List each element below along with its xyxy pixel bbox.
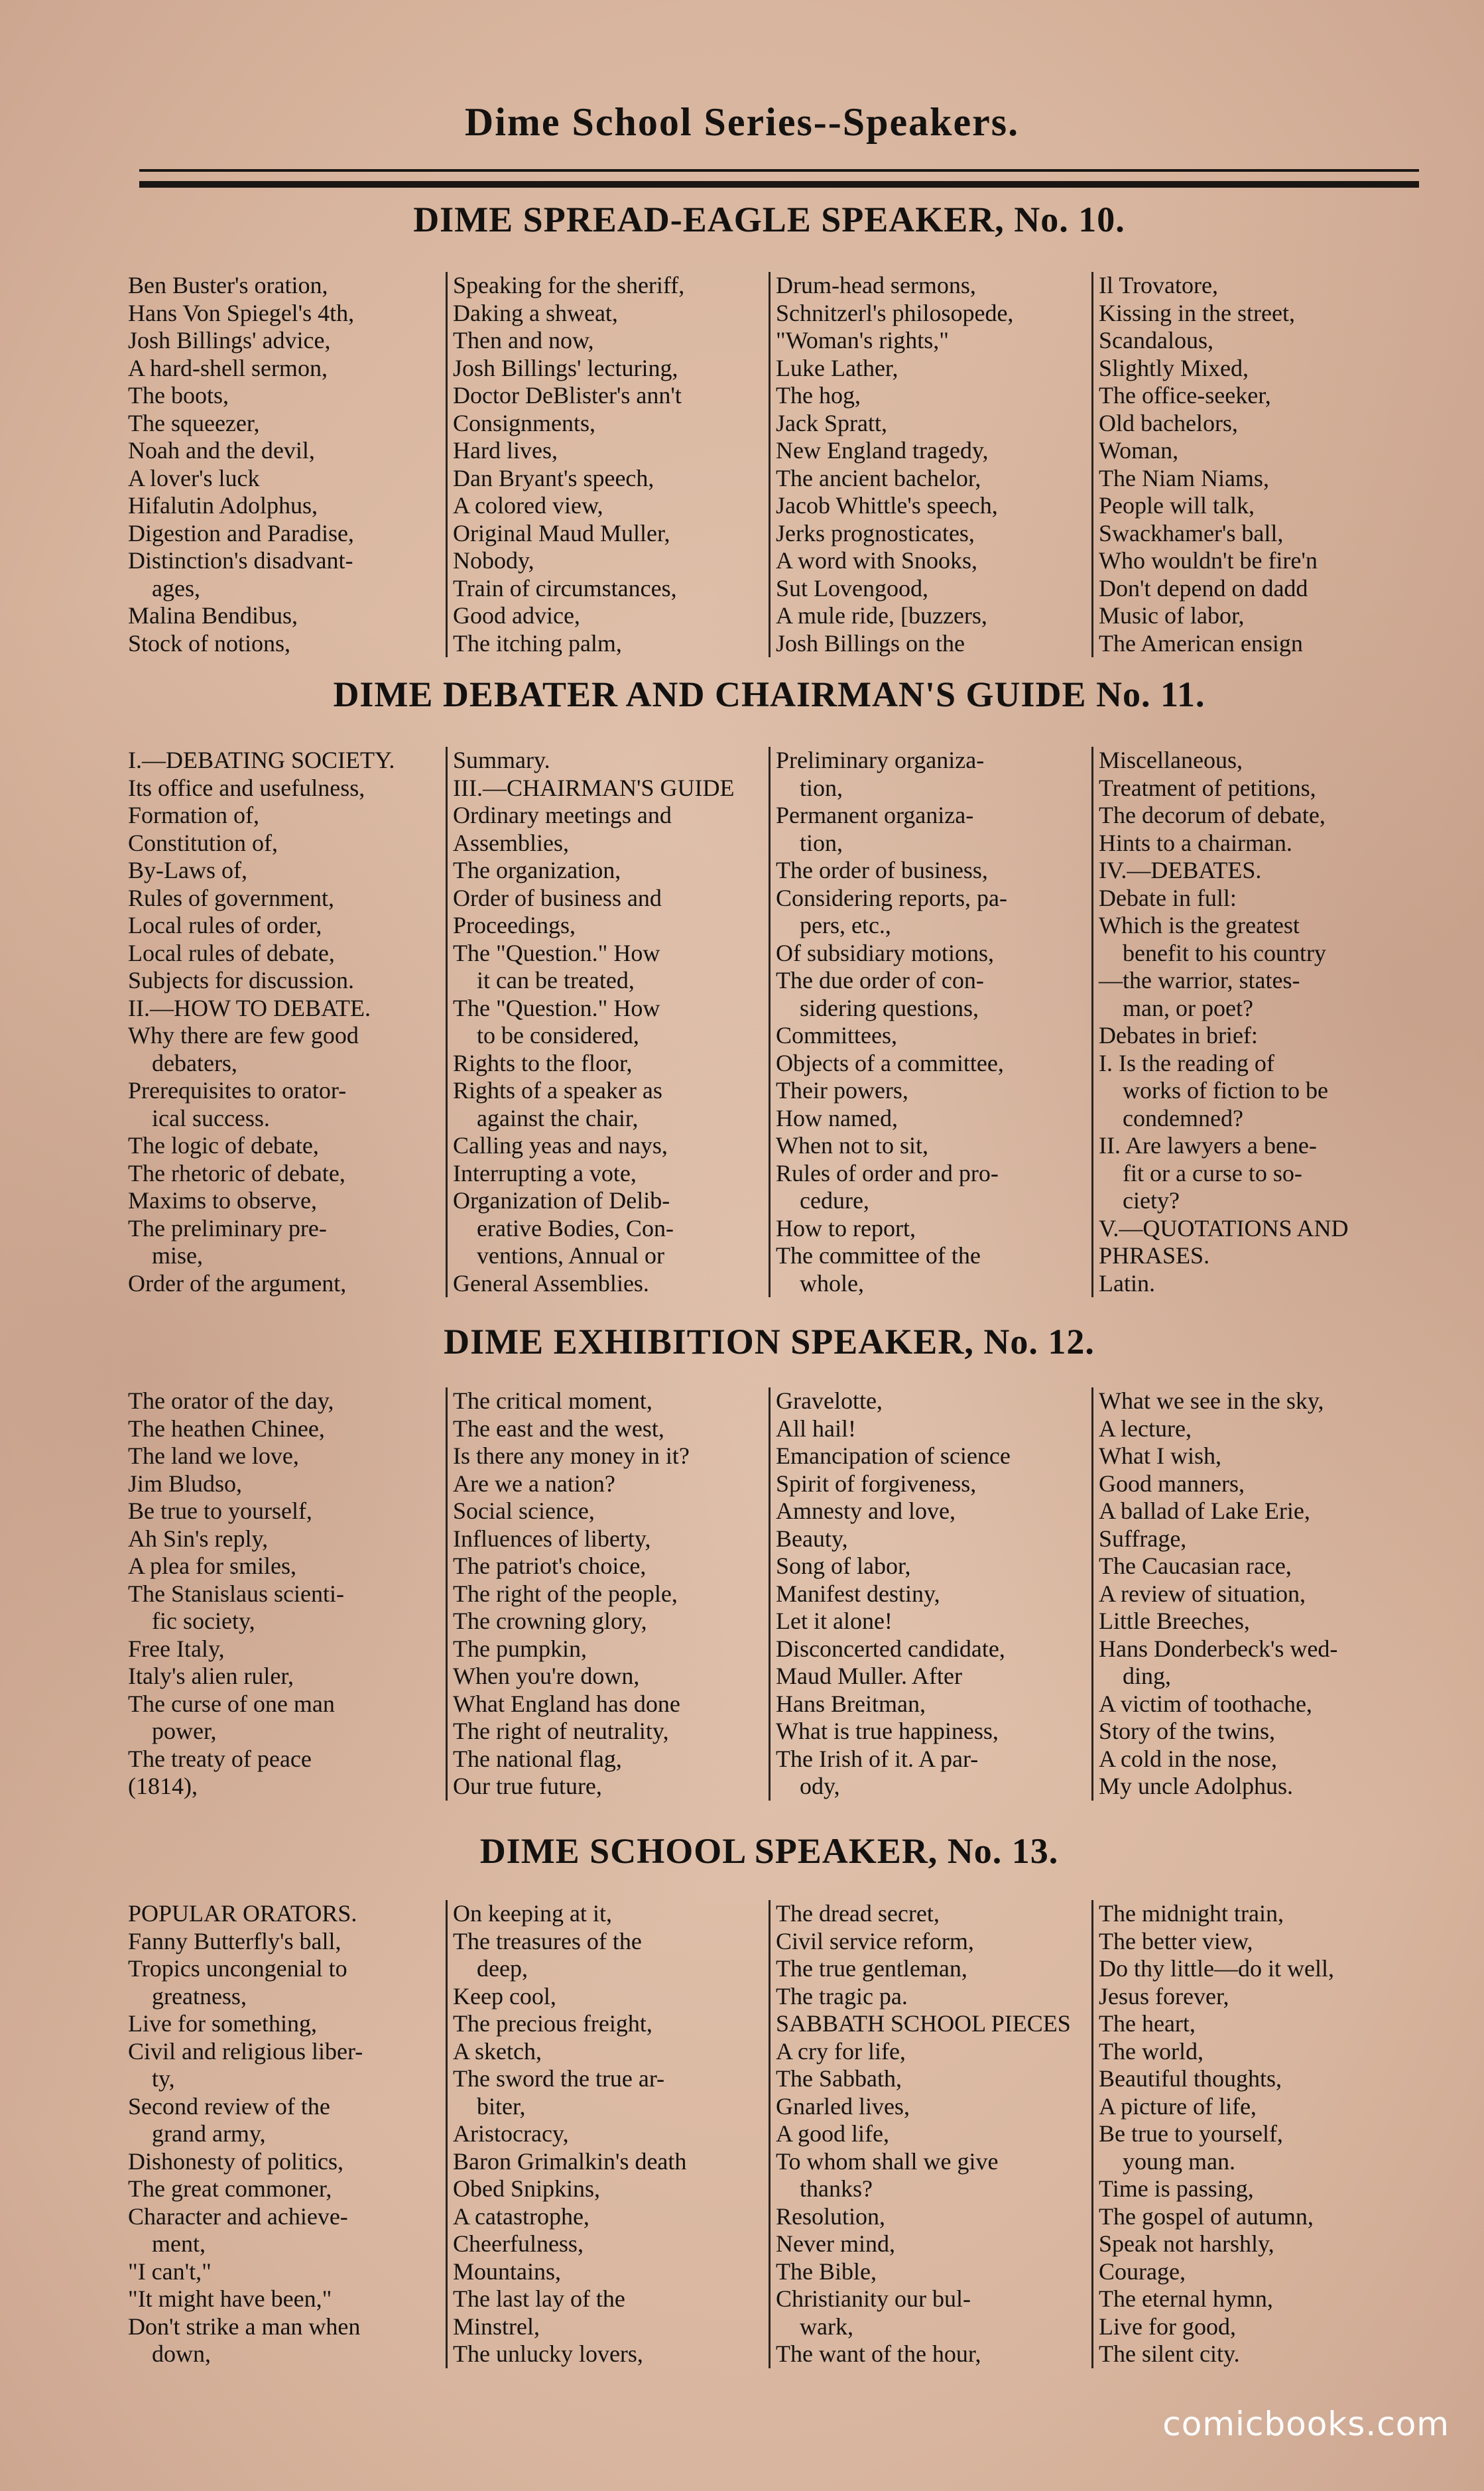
entry-item: Mountains, [453, 2258, 562, 2285]
entry-item: A lecture, [1099, 1415, 1192, 1442]
entry-item: The world, [1099, 2037, 1204, 2065]
entry-item: whole, [800, 1269, 864, 1297]
entry-item: Its office and usefulness, [128, 774, 365, 801]
entry-item: Character and achieve- [128, 2203, 348, 2230]
entry-item: Tropics uncongenial to [128, 1955, 347, 1982]
entry-item: ty, [152, 2065, 175, 2092]
entry-item: Permanent organiza- [776, 802, 974, 828]
entry-item: Subjects for discussion. [128, 967, 354, 993]
section-title: DIME EXHIBITION SPEAKER, No. 12. [444, 1322, 1095, 1362]
entry-item: The Bible, [776, 2258, 877, 2285]
entry-item: Original Maud Muller, [453, 519, 670, 546]
entry-item: The precious freight, [453, 2010, 652, 2037]
entry-columns [123, 1387, 1416, 1801]
entry-item: Music of labor, [1099, 602, 1245, 629]
entry-item: Aristocracy, [453, 2120, 569, 2147]
entry-item: Be true to yourself, [128, 1498, 312, 1524]
section-title: DIME SCHOOL SPEAKER, No. 13. [479, 1831, 1059, 1871]
entry-item: ment, [152, 2230, 206, 2257]
entry-item: The tragic pa. [776, 1982, 908, 2010]
entry-item: Daking a shweat, [453, 299, 618, 326]
entry-item: Latin. [1099, 1269, 1155, 1297]
entry-item: Rules of order and pro- [776, 1159, 999, 1186]
entry-item: The treasures of the [453, 1927, 642, 1954]
entry-item: New England tragedy, [776, 437, 989, 464]
entry-item: A cry for life, [776, 2037, 906, 2065]
entry-item: Local rules of order, [128, 912, 322, 938]
entry-item: V.—QUOTATIONS AND [1099, 1214, 1349, 1242]
column-4 [1091, 272, 1414, 657]
entry-item: condemned? [1123, 1104, 1243, 1131]
entry-item: Kissing in the street, [1099, 299, 1295, 326]
entry-item: On keeping at it, [453, 1900, 612, 1927]
entry-item: Rights of a speaker as [453, 1077, 662, 1104]
entry-item: Speak not harshly, [1099, 2230, 1274, 2257]
entry-item: "It might have been," [128, 2285, 332, 2312]
entry-item: wark, [800, 2313, 853, 2340]
entry-item: man, or poet? [1123, 994, 1253, 1021]
entry-item: The order of business, [776, 857, 988, 883]
entry-item: The unlucky lovers, [453, 2340, 643, 2367]
entry-item: Live for good, [1099, 2313, 1236, 2340]
entry-item: Woman, [1099, 437, 1179, 464]
entry-item: Resolution, [776, 2203, 886, 2230]
entry-item: The critical moment, [453, 1387, 652, 1414]
entry-item: The heart, [1099, 2010, 1196, 2037]
entry-item: The orator of the day, [128, 1387, 334, 1414]
entry-item: Never mind, [776, 2230, 895, 2257]
entry-item: ventions, Annual or [477, 1242, 664, 1269]
entry-item: Jerks prognosticates, [776, 519, 975, 546]
entry-item: Our true future, [453, 1773, 602, 1799]
entry-item: Ben Buster's oration, [128, 272, 328, 298]
entry-item: Sut Lovengood, [776, 574, 928, 602]
entry-item: pers, etc., [800, 912, 891, 938]
entry-item: Dishonesty of politics, [128, 2147, 343, 2175]
entry-item: Old bachelors, [1099, 409, 1238, 436]
entry-item: Manifest destiny, [776, 1580, 940, 1607]
entry-item: Baron Grimalkin's death [453, 2147, 687, 2175]
entry-item: thanks? [800, 2175, 873, 2202]
entry-item: Cheerfulness, [453, 2230, 584, 2257]
entry-item: Assemblies, [453, 829, 569, 856]
entry-item: The squeezer, [128, 409, 260, 436]
entry-item: Hifalutin Adolphus, [128, 492, 318, 519]
entry-item: Hans Breitman, [776, 1690, 926, 1717]
entry-item: Josh Billings' advice, [128, 327, 331, 353]
entry-item: Civil and religious liber- [128, 2037, 363, 2065]
entry-item: The want of the hour, [776, 2340, 981, 2367]
entry-item: Is there any money in it? [453, 1442, 690, 1469]
entry-item: tion, [800, 774, 843, 801]
watermark: comicbooks.com [1162, 2405, 1450, 2443]
entry-item: "I can't," [128, 2258, 212, 2285]
entry-item: Of subsidiary motions, [776, 939, 994, 966]
entry-item: Doctor DeBlister's ann't [453, 382, 682, 409]
entry-item: Ordinary meetings and [453, 802, 672, 828]
entry-item: The land we love, [128, 1442, 299, 1469]
entry-item: What we see in the sky, [1099, 1387, 1324, 1414]
entry-item: Scandalous, [1099, 327, 1213, 353]
entry-item: ody, [800, 1773, 840, 1799]
entry-item: SABBATH SCHOOL PIECES [776, 2010, 1071, 2037]
entry-item: The silent city. [1099, 2340, 1240, 2367]
entry-item: I.—DEBATING SOCIETY. [128, 747, 395, 773]
entry-item: Their powers, [776, 1077, 908, 1104]
entry-item: Train of circumstances, [453, 574, 677, 602]
header-rule [139, 169, 1419, 188]
entry-item: cedure, [800, 1187, 869, 1214]
entry-item: The last lay of the [453, 2285, 625, 2312]
column-3 [769, 1900, 1091, 2368]
entry-item: young man. [1123, 2147, 1235, 2175]
entry-item: Malina Bendibus, [128, 602, 298, 629]
entry-item: The right of the people, [453, 1580, 678, 1607]
entry-item: Disconcerted candidate, [776, 1635, 1005, 1662]
entry-item: The eternal hymn, [1099, 2285, 1273, 2312]
entry-item: Formation of, [128, 802, 259, 828]
column-1 [123, 1900, 446, 2368]
entry-item: PHRASES. [1099, 1242, 1210, 1269]
entry-item: ages, [152, 574, 200, 602]
entry-item: biter, [477, 2092, 526, 2120]
entry-item: Then and now, [453, 327, 594, 353]
entry-item: How to report, [776, 1214, 916, 1242]
entry-item: Schnitzerl's philosopede, [776, 299, 1014, 326]
entry-item: Be true to yourself, [1099, 2120, 1283, 2147]
entry-item: Good advice, [453, 602, 580, 629]
entry-item: Organization of Delib- [453, 1187, 670, 1214]
column-4 [1091, 1900, 1414, 2368]
entry-item: Courage, [1099, 2258, 1186, 2285]
entry-item: The "Question." How [453, 994, 660, 1021]
entry-item: The pumpkin, [453, 1635, 587, 1662]
entry-item: What is true happiness, [776, 1718, 999, 1744]
entry-item: Jacob Whittle's speech, [776, 492, 998, 519]
entry-item: benefit to his country [1123, 939, 1326, 966]
column-4 [1091, 1387, 1414, 1801]
entry-item: Proceedings, [453, 912, 576, 938]
entry-item: Little Breeches, [1099, 1608, 1250, 1634]
entry-item: The great commoner, [128, 2175, 332, 2202]
entry-item: Slightly Mixed, [1099, 354, 1249, 381]
column-2 [446, 747, 769, 1297]
column-1 [123, 747, 446, 1297]
entry-item: Jack Spratt, [776, 409, 887, 436]
entry-item: To whom shall we give [776, 2147, 999, 2175]
entry-item: deep, [477, 1955, 528, 1982]
column-2 [446, 1900, 769, 2368]
entry-item: (1814), [128, 1773, 198, 1799]
entry-item: A catastrophe, [453, 2203, 589, 2230]
entry-item: The office-seeker, [1099, 382, 1271, 409]
entry-item: against the chair, [477, 1104, 639, 1131]
entry-item: Objects of a committee, [776, 1049, 1004, 1076]
entry-item: Second review of the [128, 2092, 330, 2120]
entry-item: The Sabbath, [776, 2065, 902, 2092]
entry-item: The crowning glory, [453, 1608, 647, 1634]
entry-item: Josh Billings' lecturing, [453, 354, 678, 381]
entry-item: Miscellaneous, [1099, 747, 1243, 773]
entry-item: My uncle Adolphus. [1099, 1773, 1293, 1799]
entry-item: The patriot's choice, [453, 1553, 647, 1579]
entry-item: Which is the greatest [1099, 912, 1300, 938]
entry-item: The American ensign [1099, 629, 1303, 657]
entry-item: IV.—DEBATES. [1099, 857, 1262, 883]
entry-item: Amnesty and love, [776, 1498, 956, 1524]
entry-item: A review of situation, [1099, 1580, 1306, 1607]
entry-item: Josh Billings on the [776, 629, 965, 657]
entry-item: Treatment of petitions, [1099, 774, 1316, 801]
entry-item: By-Laws of, [128, 857, 247, 883]
entry-item: The right of neutrality, [453, 1718, 669, 1744]
entry-item: down, [152, 2340, 211, 2367]
entry-item: General Assemblies. [453, 1269, 649, 1297]
entry-item: Why there are few good [128, 1022, 359, 1049]
entry-item: Civil service reform, [776, 1927, 974, 1954]
entry-item: Stock of notions, [128, 629, 291, 657]
entry-item: Beautiful thoughts, [1099, 2065, 1282, 2092]
entry-item: Luke Lather, [776, 354, 898, 381]
entry-item: The national flag, [453, 1745, 622, 1772]
entry-item: A cold in the nose, [1099, 1745, 1277, 1772]
entry-item: Hans Donderbeck's wed- [1099, 1635, 1338, 1662]
entry-item: A sketch, [453, 2037, 542, 2065]
page-header: Dime School Series--Speakers. [464, 100, 1020, 144]
entry-item: Digestion and Paradise, [128, 519, 354, 546]
entry-item: Good manners, [1099, 1470, 1245, 1497]
entry-item: Obed Snipkins, [453, 2175, 601, 2202]
entry-item: Jesus forever, [1099, 1982, 1229, 2010]
entry-item: Jim Bludso, [128, 1470, 243, 1497]
entry-item: The committee of the [776, 1242, 981, 1269]
entry-item: A word with Snooks, [776, 547, 978, 574]
entry-item: ciety? [1123, 1187, 1180, 1214]
entry-item: Noah and the devil, [128, 437, 315, 464]
entry-item: The boots, [128, 382, 229, 409]
entry-columns [123, 747, 1416, 1297]
entry-item: Calling yeas and nays, [453, 1132, 668, 1159]
entry-item: The decorum of debate, [1099, 802, 1326, 828]
entry-item: Story of the twins, [1099, 1718, 1275, 1744]
entry-item: II.—HOW TO DEBATE. [128, 994, 371, 1021]
entry-item: Are we a nation? [453, 1470, 615, 1497]
entry-item: Distinction's disadvant- [128, 547, 353, 574]
entry-item: Order of business and [453, 884, 662, 911]
entry-item: Debates in brief: [1099, 1022, 1258, 1049]
entry-item: POPULAR ORATORS. [128, 1900, 357, 1927]
entry-item: Live for something, [128, 2010, 317, 2037]
entry-item: The preliminary pre- [128, 1214, 327, 1242]
column-2 [446, 1387, 769, 1801]
entry-item: When you're down, [453, 1663, 640, 1689]
entry-item: Maxims to observe, [128, 1187, 317, 1214]
entry-item: Il Trovatore, [1099, 272, 1218, 298]
entry-item: A colored view, [453, 492, 603, 519]
entry-item: Prerequisites to orator- [128, 1077, 347, 1104]
entry-item: A hard-shell sermon, [128, 354, 328, 381]
entry-item: The east and the west, [453, 1415, 664, 1442]
entry-item: it can be treated, [477, 967, 635, 993]
entry-item: Suffrage, [1099, 1525, 1187, 1552]
column-2 [446, 272, 769, 657]
entry-item: The logic of debate, [128, 1132, 319, 1159]
column-1 [123, 1387, 446, 1801]
entry-item: Dan Bryant's speech, [453, 464, 654, 491]
section-title: DIME DEBATER AND CHAIRMAN'S GUIDE No. 11. [333, 674, 1206, 714]
entry-item: Order of the argument, [128, 1269, 347, 1297]
entry-item: The heathen Chinee, [128, 1415, 325, 1442]
entry-item: The Caucasian race, [1099, 1553, 1292, 1579]
entry-item: "Woman's rights," [776, 327, 949, 353]
entry-item: The "Question." How [453, 939, 660, 966]
entry-item: power, [152, 1718, 217, 1744]
entry-item: erative Bodies, Con- [477, 1214, 674, 1242]
entry-item: Debate in full: [1099, 884, 1237, 911]
column-1 [123, 272, 446, 657]
entry-item: Song of labor, [776, 1553, 911, 1579]
entry-item: Summary. [453, 747, 550, 773]
entry-item: Beauty, [776, 1525, 848, 1552]
entry-item: Local rules of debate, [128, 939, 335, 966]
entry-item: Nobody, [453, 547, 534, 574]
entry-item: Let it alone! [776, 1608, 893, 1634]
entry-item: The midnight train, [1099, 1900, 1284, 1927]
entry-item: Christianity our bul- [776, 2285, 971, 2312]
entry-item: Ah Sin's reply, [128, 1525, 269, 1552]
entry-item: The organization, [453, 857, 621, 883]
column-3 [769, 1387, 1091, 1801]
entry-item: Hard lives, [453, 437, 558, 464]
entry-item: I. Is the reading of [1099, 1049, 1274, 1076]
entry-item: Preliminary organiza- [776, 747, 985, 773]
entry-item: The Stanislaus scienti- [128, 1580, 344, 1607]
entry-item: Maud Muller. After [776, 1663, 962, 1689]
column-3 [769, 747, 1091, 1297]
entry-item: Free Italy, [128, 1635, 225, 1662]
entry-item: Speaking for the sheriff, [453, 272, 685, 298]
entry-item: Interrupting a vote, [453, 1159, 637, 1186]
entry-item: A lover's luck [128, 464, 260, 491]
entry-item: The ancient bachelor, [776, 464, 981, 491]
entry-item: Constitution of, [128, 829, 278, 856]
entry-item: ical success. [152, 1104, 270, 1131]
entry-item: The dread secret, [776, 1900, 940, 1927]
entry-item: A picture of life, [1099, 2092, 1257, 2120]
entry-item: A mule ride, [buzzers, [776, 602, 987, 629]
entry-item: The curse of one man [128, 1690, 335, 1717]
entry-item: Gnarled lives, [776, 2092, 910, 2120]
entry-item: grand army, [152, 2120, 266, 2147]
entry-item: The rhetoric of debate, [128, 1159, 345, 1186]
entry-item: —the warrior, states- [1099, 967, 1300, 993]
entry-item: Hints to a chairman. [1099, 829, 1292, 856]
entry-item: Do thy little—do it well, [1099, 1955, 1334, 1982]
entry-item: When not to sit, [776, 1132, 928, 1159]
column-3 [769, 272, 1091, 657]
entry-item: The sword the true ar- [453, 2065, 665, 2092]
entry-item: The true gentleman, [776, 1955, 967, 1982]
entry-item: The gospel of autumn, [1099, 2203, 1314, 2230]
entry-item: Committees, [776, 1022, 897, 1049]
entry-item: Considering reports, pa- [776, 884, 1007, 911]
entry-item: sidering questions, [800, 994, 979, 1021]
entry-item: II. Are lawyers a bene- [1099, 1132, 1317, 1159]
entry-item: Rules of government, [128, 884, 334, 911]
entry-item: Spirit of forgiveness, [776, 1470, 977, 1497]
entry-item: ding, [1123, 1663, 1172, 1689]
entry-item: tion, [800, 829, 843, 856]
entry-item: What England has done [453, 1690, 680, 1717]
entry-item: The due order of con- [776, 967, 984, 993]
entry-item: Swackhamer's ball, [1099, 519, 1284, 546]
entry-item: Who wouldn't be fire'n [1099, 547, 1318, 574]
entry-item: The treaty of peace [128, 1745, 312, 1772]
entry-item: fit or a curse to so- [1123, 1159, 1302, 1186]
entry-item: fic society, [152, 1608, 255, 1634]
entry-item: People will talk, [1099, 492, 1255, 519]
entry-item: Rights to the floor, [453, 1049, 633, 1076]
entry-item: Time is passing, [1099, 2175, 1254, 2202]
entry-item: Italy's alien ruler, [128, 1663, 294, 1689]
entry-item: A good life, [776, 2120, 889, 2147]
entry-item: All hail! [776, 1415, 856, 1442]
entry-item: mise, [152, 1242, 203, 1269]
entry-item: Don't depend on dadd [1099, 574, 1308, 602]
entry-item: Consignments, [453, 409, 596, 436]
entry-item: debaters, [152, 1049, 237, 1076]
entry-item: A victim of toothache, [1099, 1690, 1312, 1717]
entry-item: How named, [776, 1104, 898, 1131]
entry-columns [123, 1900, 1416, 2368]
section-title: DIME SPREAD-EAGLE SPEAKER, No. 10. [413, 200, 1125, 239]
entry-item: Minstrel, [453, 2313, 540, 2340]
entry-item: The hog, [776, 382, 861, 409]
entry-item: Influences of liberty, [453, 1525, 651, 1552]
entry-item: A ballad of Lake Erie, [1099, 1498, 1310, 1524]
entry-item: Emancipation of science [776, 1442, 1011, 1469]
entry-item: Fanny Butterfly's ball, [128, 1927, 341, 1954]
entry-item: The Niam Niams, [1099, 464, 1269, 491]
entry-item: greatness, [152, 1982, 247, 2010]
entry-item: The itching palm, [453, 629, 622, 657]
entry-item: The better view, [1099, 1927, 1253, 1954]
entry-item: A plea for smiles, [128, 1553, 296, 1579]
entry-item: The Irish of it. A par- [776, 1745, 979, 1772]
entry-item: to be considered, [477, 1022, 639, 1049]
entry-item: Hans Von Spiegel's 4th, [128, 299, 355, 326]
entry-item: What I wish, [1099, 1442, 1221, 1469]
entry-item: III.—CHAIRMAN'S GUIDE [453, 774, 735, 801]
entry-item: Drum-head sermons, [776, 272, 976, 298]
column-4 [1091, 747, 1414, 1297]
entry-columns [123, 272, 1416, 657]
entry-item: Gravelotte, [776, 1387, 883, 1414]
entry-item: works of fiction to be [1123, 1077, 1328, 1104]
entry-item: Social science, [453, 1498, 595, 1524]
entry-item: Don't strike a man when [128, 2313, 361, 2340]
entry-item: Keep cool, [453, 1982, 556, 2010]
